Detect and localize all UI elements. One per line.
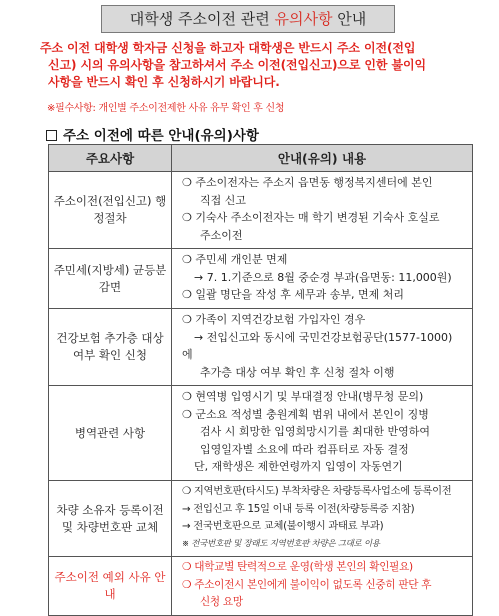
- desc-footnote: ※ 전국번호판 및 장래도 지역번호판 차량은 그대로 이용: [182, 538, 380, 549]
- desc-line: ❍ 대학교별 탄력적으로 운영(학생 본인의 확인필요): [182, 561, 413, 573]
- desc-line: 직접 신고: [200, 193, 247, 207]
- intro-line-2: 신고) 시의 유의사항을 참고하셔서 주소 이전(전입신고)으로 인한 불이익: [48, 58, 426, 72]
- table-row: [49, 249, 473, 309]
- row-desc: [172, 172, 473, 249]
- table-row: [49, 557, 473, 616]
- header-desc: 안내(유의) 내용: [172, 145, 473, 172]
- desc-line: ❍ 지역번호판(타시도) 부착차량은 차량등록사업소에 등록이전: [182, 485, 452, 497]
- table-row: [49, 172, 473, 249]
- table-row: [49, 309, 473, 386]
- row-key: 주소이전 예외 사유 안내: [49, 557, 172, 616]
- guidance-table: [48, 144, 473, 616]
- row-key: 건강보험 추가층 대상여부 확인 신청: [49, 309, 172, 386]
- desc-line: → 전국번호판으로 교체(불이행시 과태료 부과): [182, 520, 384, 532]
- row-desc: [172, 249, 473, 309]
- table-row: [49, 386, 473, 481]
- title-highlight: 유의사항: [274, 10, 333, 28]
- table-header-row: [49, 145, 473, 172]
- desc-line: → 전입신고 후 15일 이내 등록 이전(차량등록증 지참): [182, 502, 415, 515]
- row-key: 주민세(지방세) 균등분 감면: [49, 249, 172, 309]
- header-key: 주요사항: [49, 145, 172, 172]
- desc-line: ❍ 주소이전자는 주소지 읍면동 행정복지센터에 본인: [182, 176, 433, 189]
- desc-line: 검사 시 희망한 입영희망시기를 최대한 반영하여: [200, 425, 431, 438]
- desc-line: ❍ 현역병 입영시기 및 부대결정 안내(병무청 문의): [182, 390, 424, 403]
- desc-line: 추가층 대상 여부 확인 후 신청 절차 이행: [200, 365, 395, 379]
- table-row: [49, 481, 473, 557]
- desc-line: 입영일자별 소요에 따라 컴퓨터로 자동 결정: [200, 442, 409, 456]
- title-prefix: 대학생 주소이전 관련: [129, 10, 275, 28]
- row-desc: [172, 557, 473, 616]
- section-heading: [46, 124, 259, 144]
- row-desc: [172, 481, 473, 557]
- desc-line: ❍ 가족이 지역건강보험 가입자인 경우: [182, 313, 366, 326]
- desc-line: 신청 요망: [200, 596, 243, 608]
- intro-line-1: 주소 이전 대학생 학자금 신청을 하고자 대학생은 반드시 주소 이전(전입: [40, 41, 416, 55]
- desc-line: ❍ 군소요 적성별 충원계획 범위 내에서 본인이 징병: [182, 407, 429, 421]
- row-desc: [172, 309, 473, 386]
- checkbox-square-icon: [46, 130, 57, 141]
- desc-line: 에: [182, 348, 193, 361]
- row-key: 차량 소유자 등록이전 및 차량번호판 교체: [49, 481, 172, 557]
- desc-line: ❍ 기숙사 주소이전자는 매 학기 변경된 기숙사 호실로: [182, 211, 440, 224]
- desc-line: 주소이전: [200, 228, 243, 242]
- row-key: 병역관련 사항: [49, 386, 172, 481]
- desc-line: ❍ 주소이전시 본인에게 불이익이 없도록 신중히 판단 후: [182, 578, 432, 591]
- section-title: 주소 이전에 따른 안내(유의)사항: [63, 128, 259, 144]
- intro-paragraph: [40, 40, 480, 91]
- desc-line: ❍ 주민세 개인분 면제: [182, 253, 288, 266]
- required-note: ※필수사항: 개인별 주소이전제한 사유 유무 확인 후 신청: [47, 103, 285, 114]
- desc-line: → 전입신고와 동시에 국민건강보험공단(1577-1000): [194, 330, 453, 344]
- title-suffix: 안내: [332, 10, 367, 28]
- desc-line: ❍ 일괄 명단을 작성 후 세무과 송부, 면제 처리: [182, 288, 404, 301]
- desc-line: → 7. 1.기준으로 8월 중순경 부과(읍면동: 11,000원): [194, 270, 452, 284]
- page-title: [101, 5, 395, 33]
- row-desc: [172, 386, 473, 481]
- row-key: 주소이전(전입신고) 행정절차: [49, 172, 172, 249]
- desc-line: 단, 재학생은 제한연령까지 입영이 자동연기: [194, 460, 403, 473]
- intro-line-3: 사항을 반드시 확인 후 신청하시기 바랍니다.: [48, 75, 280, 89]
